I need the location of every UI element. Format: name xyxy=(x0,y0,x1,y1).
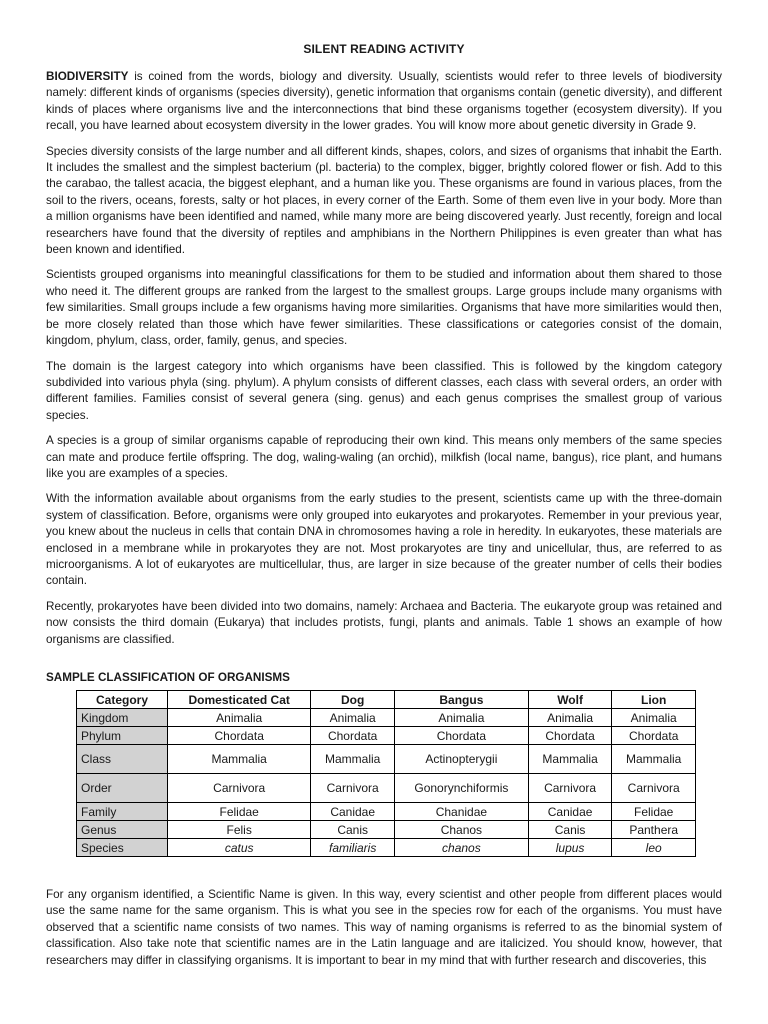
paragraph-biodiversity-text: is coined from the words, biology and diversity. Usually, scientists would refer to three levels of biodiversity namely: different kinds of organisms (species diversity), genetic information that organisms contain (genetic diversity), and different kinds of places where organisms live and the interconnections that bind these organisms together (ecosystem diversity). If you recall, you have learned about ecosystem diversity in the lower grades. You will know more about genetic diversity in Grade 9. xyxy=(46,70,722,133)
paragraph-classification: Scientists grouped organisms into meaningful classifications for them to be studied and information about them shared to those who need it. The different groups are ranked from the largest to the smallest groups. Large groups include many organisms with few similarities. Small groups include a few organisms having more similarities. Organisms that have more similarities would then, be more closely related than those which have fewer similarities. These classifications or categories consist of the domain, kingdom, phylum, class, order, family, genus, and species. xyxy=(46,268,722,348)
paragraph-domain: The domain is the largest category into which organisms have been classified. This is followed by the kingdom category subdivided into various phyla (sing. phylum). A phylum consists of different classes, each class with several orders, an order with different families. Families consist of several genera (sing. genus) and each genus comprises the smallest group of various species. xyxy=(46,359,722,422)
category-cell: Order xyxy=(77,774,168,803)
classification-table xyxy=(76,690,696,857)
category-cell: Genus xyxy=(77,821,168,839)
table-cell: Canidae xyxy=(311,803,395,821)
header-cell: Wolf xyxy=(528,691,612,709)
table-row xyxy=(77,745,696,774)
table-cell: Carnivora xyxy=(612,774,696,803)
paragraph-three-domain: With the information available about organisms from the early studies to the present, scientists came up with the three-domain system of classification. Before, organisms were only grouped into eukaryotes and prokaryotes. Remember in your previous year, you knew about the nucleus in cells that contain DNA in chromosomes having a role in heredity. In eukaryotes, these materials are enclosed in a membrane while in prokaryotes they are not. Most prokaryotes are tiny and unicellular, thus, are referred to as microorganisms. A lot of eukaryotes are multicellular, thus, are larger in size because of the greater number of cells their bodies contain. xyxy=(46,492,722,588)
table-row xyxy=(77,709,696,727)
header-cell: Dog xyxy=(311,691,395,709)
table-cell: Chordata xyxy=(528,727,612,745)
table-cell: Panthera xyxy=(612,821,696,839)
paragraph-species-diversity: Species diversity consists of the large number and all different kinds, shapes, colors, and sizes of organisms that inhabit the Earth. It includes the smallest and the simplest bacterium (pl. bacteria) to the complex, bigger, brightly colored flower or fish. Add to this the carabao, the tallest acacia, the biggest elephant, and a human like you. These organisms are found in various places, from the soil to the rivers, oceans, forests, salty or hot places, in every corner of the Earth. Some of them even live in your body. More than a million organisms have been identified and named, while many more are being discovered yearly. Just recently, foreign and local researchers have found that the diversity of reptiles and amphibians in the Northern Philippines is even greater than what has been known and identified. xyxy=(46,144,722,257)
table-cell: Chanidae xyxy=(394,803,528,821)
page-title: SILENT READING ACTIVITY xyxy=(303,42,465,56)
table-row xyxy=(77,727,696,745)
table-cell: Felis xyxy=(168,821,311,839)
table-cell: Canis xyxy=(528,821,612,839)
category-cell: Class xyxy=(77,745,168,774)
paragraph-scientific-name: For any organism identified, a Scientific Name is given. In this way, every scientist and other people from different places would use the same name for the same organism. This is what you see in the species row for each of the organisms. You must have observed that a scientific name consists of two names. This way of naming organisms is referred to as the binomial system of classification. Also take note that scientific names are in the Latin language and are italicized. You should know, however, that researchers may differ in classifying organisms. It is important to bear in my mind that with further research and discoveries, this xyxy=(46,888,722,967)
table-row xyxy=(77,774,696,803)
table-cell: Chanos xyxy=(394,821,528,839)
table-cell: Canis xyxy=(311,821,395,839)
species-cell: familiaris xyxy=(311,839,395,857)
header-cell: Bangus xyxy=(394,691,528,709)
table-cell: Animalia xyxy=(394,709,528,727)
table-heading: SAMPLE CLASSIFICATION OF ORGANISMS xyxy=(46,671,290,684)
table-cell: Animalia xyxy=(528,709,612,727)
table-cell: Animalia xyxy=(168,709,311,727)
table-cell: Chordata xyxy=(612,727,696,745)
table-cell: Carnivora xyxy=(168,774,311,803)
table-cell: Animalia xyxy=(311,709,395,727)
header-cell: Lion xyxy=(612,691,696,709)
table-cell: Carnivora xyxy=(311,774,395,803)
table-row xyxy=(77,803,696,821)
category-cell: Phylum xyxy=(77,727,168,745)
table-cell: Chordata xyxy=(168,727,311,745)
header-cell: Category xyxy=(77,691,168,709)
table-cell: Actinopterygii xyxy=(394,745,528,774)
table-cell: Mammalia xyxy=(528,745,612,774)
paragraph-biodiversity xyxy=(46,69,722,135)
table-row xyxy=(77,821,696,839)
table-header-row xyxy=(77,691,696,709)
table-cell: Mammalia xyxy=(311,745,395,774)
document-page xyxy=(46,42,722,978)
keyword-biodiversity: BIODIVERSITY xyxy=(46,70,129,83)
table-cell: Chordata xyxy=(394,727,528,745)
category-cell: Species xyxy=(77,839,168,857)
table-cell: Canidae xyxy=(528,803,612,821)
table-cell: Animalia xyxy=(612,709,696,727)
paragraph-species: A species is a group of similar organisms capable of reproducing their own kind. This means only members of the same species can mate and produce fertile offspring. The dog, waling-waling (an orchid), milkfish (local name, bangus), rice plant, and humans like you are examples of a species. xyxy=(46,434,722,480)
table-cell: Felidae xyxy=(168,803,311,821)
species-cell: lupus xyxy=(528,839,612,857)
species-cell: chanos xyxy=(394,839,528,857)
table-cell: Chordata xyxy=(311,727,395,745)
table-row xyxy=(77,839,696,857)
table-cell: Mammalia xyxy=(612,745,696,774)
table-cell: Carnivora xyxy=(528,774,612,803)
header-cell: Domesticated Cat xyxy=(168,691,311,709)
table-cell: Gonorynchiformis xyxy=(394,774,528,803)
paragraph-prokaryotes: Recently, prokaryotes have been divided into two domains, namely: Archaea and Bacteria. The eukaryote group was retained and now consists the third domain (Eukarya) that includes protists, fungi, plants and animals. Table 1 shows an example of how organisms are classified. xyxy=(46,599,722,646)
category-cell: Kingdom xyxy=(77,709,168,727)
species-cell: leo xyxy=(612,839,696,857)
table-cell: Felidae xyxy=(612,803,696,821)
species-cell: catus xyxy=(168,839,311,857)
category-cell: Family xyxy=(77,803,168,821)
table-cell: Mammalia xyxy=(168,745,311,774)
